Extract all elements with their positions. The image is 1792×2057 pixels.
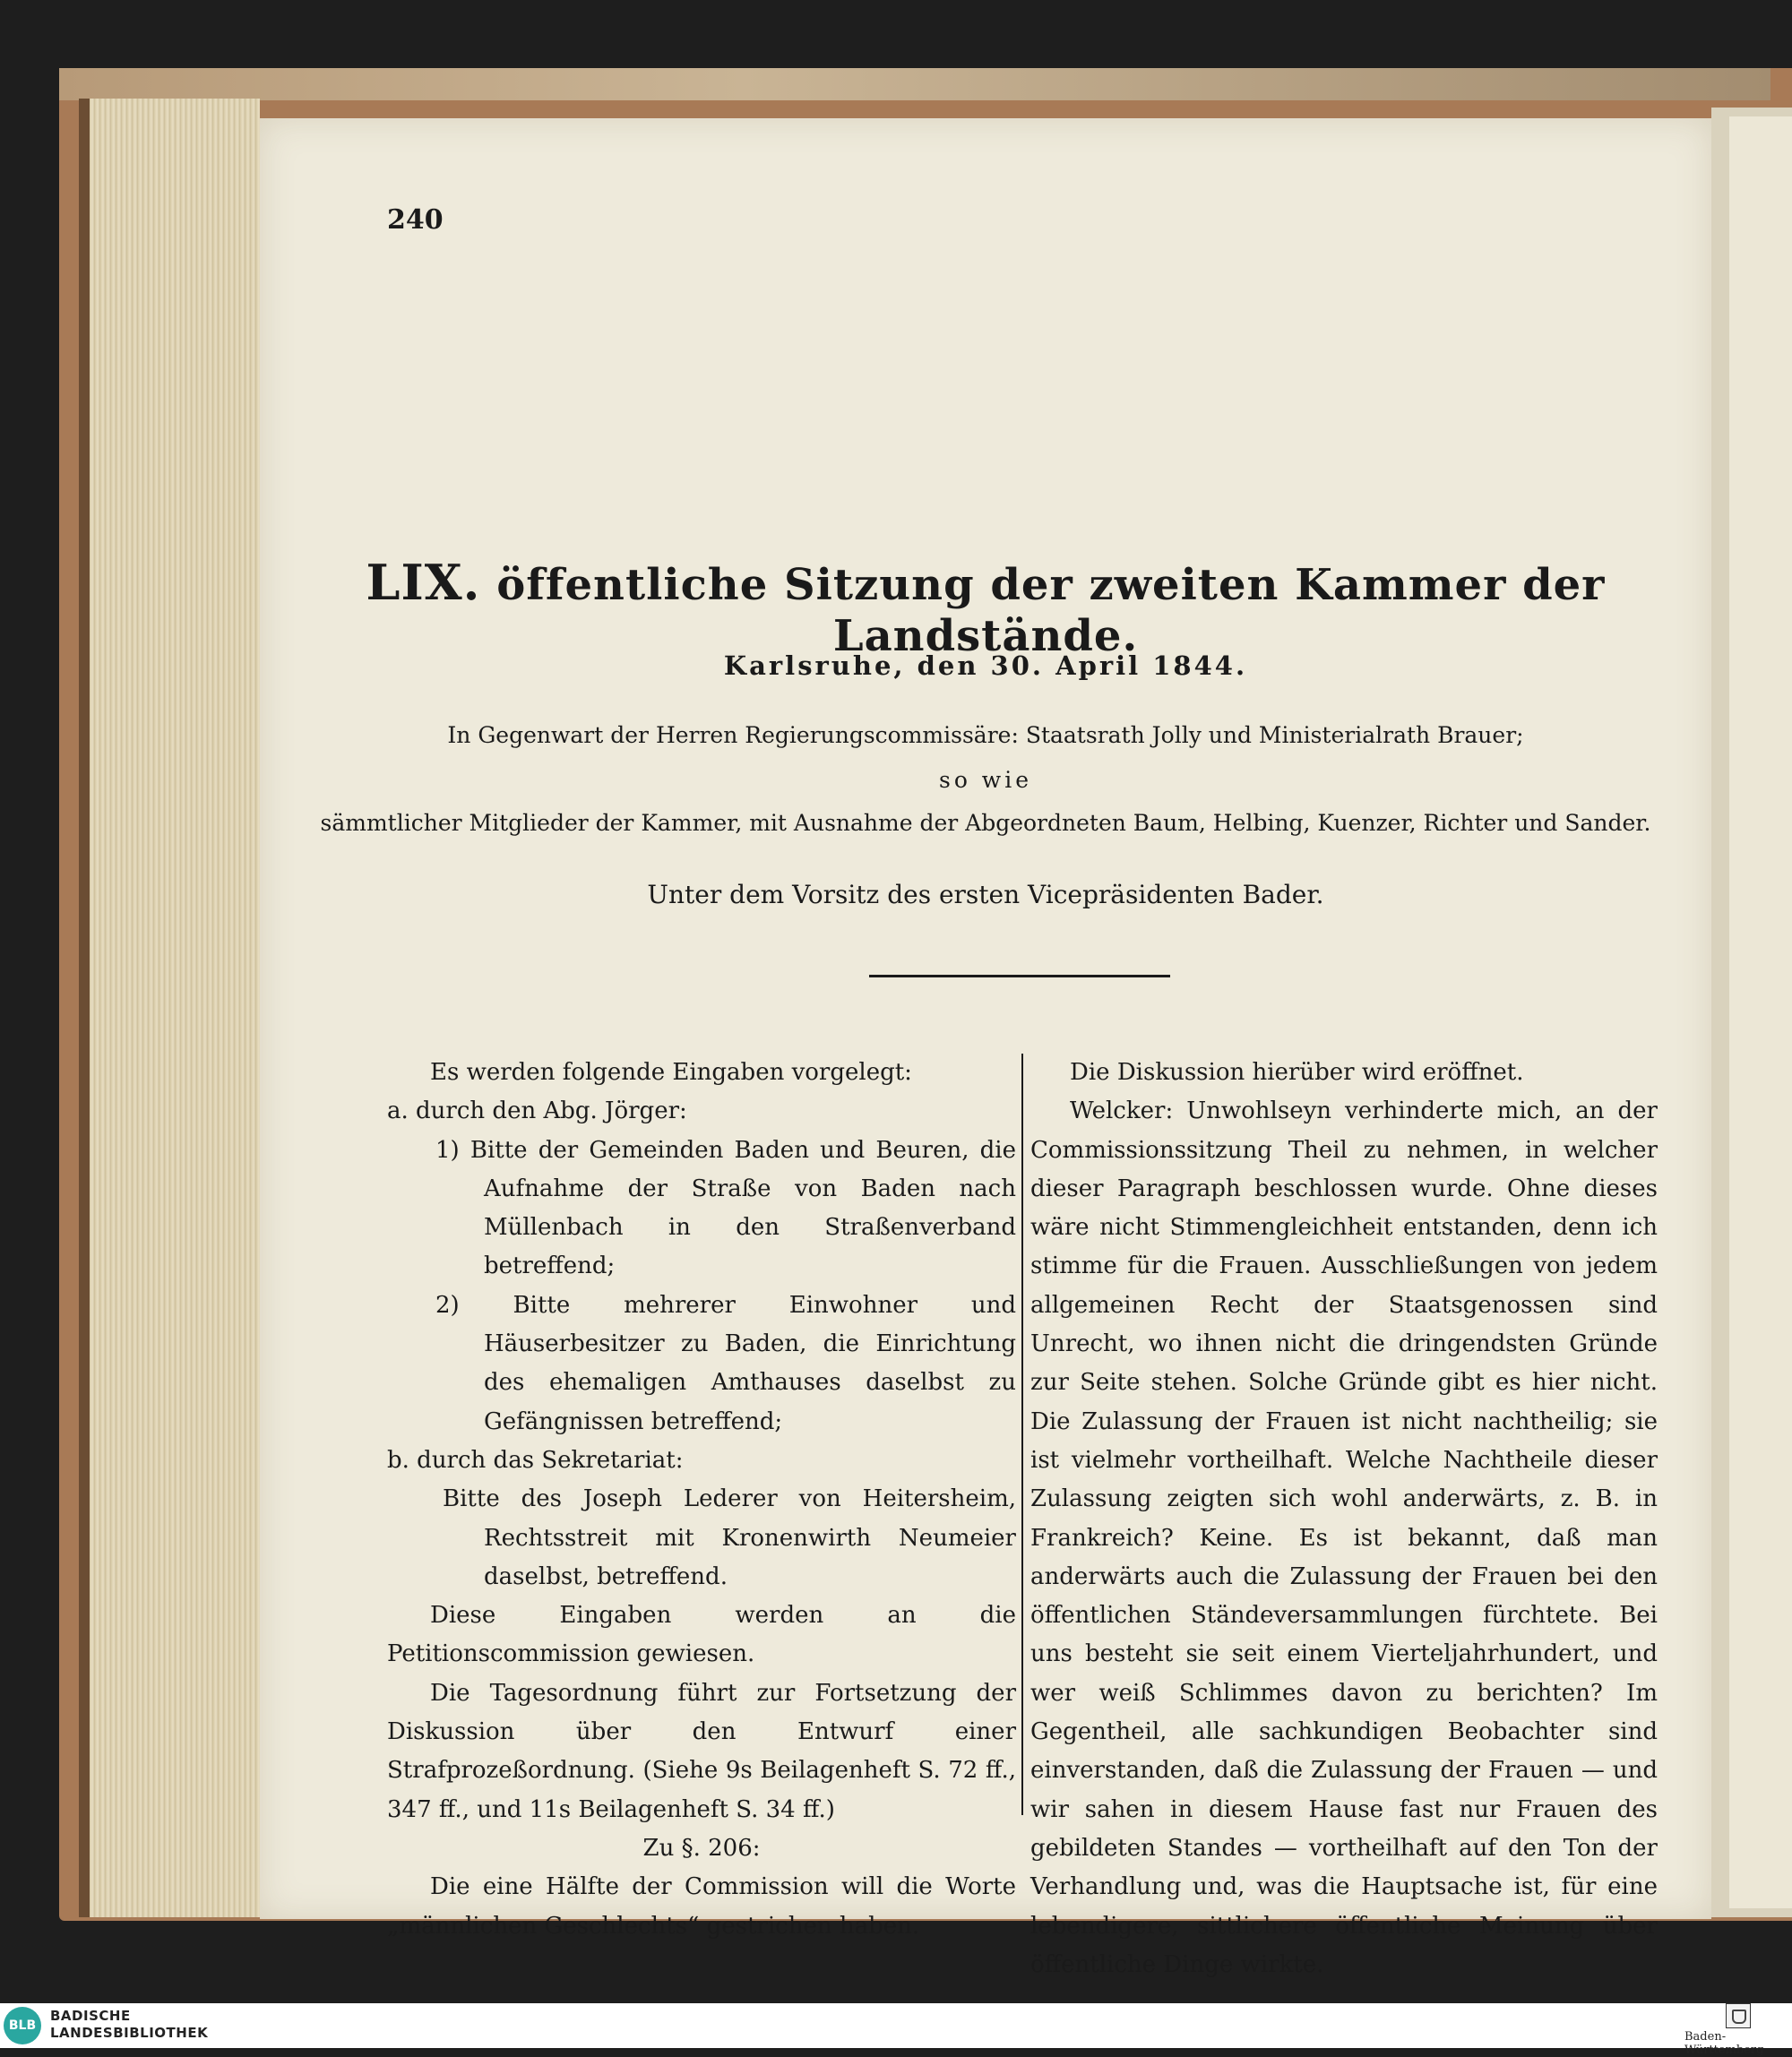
paragraph: Es werden folgende Eingaben vorgelegt: [430, 1059, 912, 1086]
session-title [260, 554, 1711, 661]
members-line: sämmtlicher Mitglieder der Kammer, mit Ausnahme der Abgeordneten Baum, Helbing, Kuenzer, Richter und Sander. [320, 810, 1651, 836]
session-number: LIX. [366, 554, 481, 611]
paragraph: Die Tagesordnung führt zur Fortsetzung der Diskussion über den Entwurf einer Strafprozeßordnung. (Siehe 9s Beilagenheft S. 72 ff., 347 ff., und 11s Beilagenheft S. 34 ff.) [387, 1679, 1016, 1823]
left-column [387, 1054, 1016, 1946]
paragraph: Welcker: Unwohlseyn verhinderte mich, an der Commissionssitzung Theil zu nehmen, in welcher dieser Paragraph beschlossen wurde. Ohne dieses wäre nicht Stimmengleichheit entstanden, denn ich stimme für die Frauen. Ausschließungen von jedem allgemeinen Recht der Staatsgenossen sind Unrecht, wo ihnen nicht die dringendsten Gründe zur Seite stehen. Solche Gründe gibt es hier nicht. Die Zulassung der Frauen ist nicht nachtheilig; sie ist vielmehr vortheilhaft. Welche Nachtheile dieser Zulassung zeigten sich wohl anderwärts, z. B. in Frankreich? Keine. Es ist bekannt, daß man anderwärts auch die Zulassung der Frauen bei den öffentlichen Ständeversammlungen fürchtete. Bei uns besteht sie seit einem Vierteljahrhundert, und wer weiß Schlimmes davon zu berichten? Im Gegentheil, alle sachkundigen Beobachter sind einverstanden, daß die Zulassung der Frauen — und wir sahen in diesem Hause fast nur Frauen des gebildeten Standes — vortheilhaft auf den Ton der Verhandlung und, was die Hauptsache ist, für eine lebendigere, sittlichere öffentliche Meinung über öffentliche Dinge wirkte. [1030, 1097, 1658, 1978]
page-number: 240 [387, 204, 444, 236]
column-divider [1021, 1054, 1023, 1815]
paragraph: Diese Eingaben werden an die Petitionscommission gewiesen. [387, 1602, 1016, 1668]
right-column [1030, 1054, 1658, 1984]
list-item: Bitte des Joseph Lederer von Heitersheim, Rechtsstreit mit Kronenwirth Neumeier daselbst, betreffend. [443, 1485, 1016, 1590]
chair-line: Unter dem Vorsitz des ersten Vicepräsidenten Bader. [647, 880, 1324, 909]
paragraph: Die eine Hälfte der Commission will die Worte „männlichen Geschlechts“ gestrichen haben. [387, 1873, 1016, 1940]
section-divider [869, 975, 1170, 977]
list-item: 2) Bitte mehrerer Einwohner und Häuserbesitzer zu Baden, die Einrichtung des ehemaligen Amthauses daselbst zu Gefängnissen betreffend; [435, 1291, 1016, 1435]
sowie-line: so wie [938, 767, 1033, 793]
library-logo: BLB [4, 2007, 41, 2044]
region-label: Baden-Württemberg [1684, 2030, 1764, 2057]
library-name-line1: BADISCHE [50, 2008, 131, 2024]
crest-icon [1726, 2003, 1751, 2028]
next-page-sheet [1729, 116, 1792, 1908]
dateline: Karlsruhe, den 30. April 1844. [723, 650, 1248, 681]
book-cover-top-edge [59, 68, 1770, 100]
session-title-text: öffentliche Sitzung der zweiten Kammer der Landstände. [496, 560, 1606, 661]
presence-line: In Gegenwart der Herren Regierungscommissäre: Staatsrath Jolly und Ministerialrath Brauer; [447, 722, 1524, 748]
footer-bar [0, 2003, 1792, 2048]
paragraph: b. durch das Sekretariat: [387, 1446, 684, 1474]
paragraph-heading: Zu §. 206: [642, 1834, 761, 1862]
library-name-line2: LANDESBIBLIOTHEK [50, 2025, 209, 2041]
library-name [50, 2008, 208, 2042]
paragraph: Die Diskussion hierüber wird eröffnet. [1070, 1059, 1524, 1086]
paragraph: a. durch den Abg. Jörger: [387, 1097, 687, 1125]
page-stack-edge [90, 99, 260, 1917]
list-item: 1) Bitte der Gemeinden Baden und Beuren, die Aufnahme der Straße von Baden nach Müllenbach in den Straßenverband betreffend; [435, 1136, 1016, 1280]
